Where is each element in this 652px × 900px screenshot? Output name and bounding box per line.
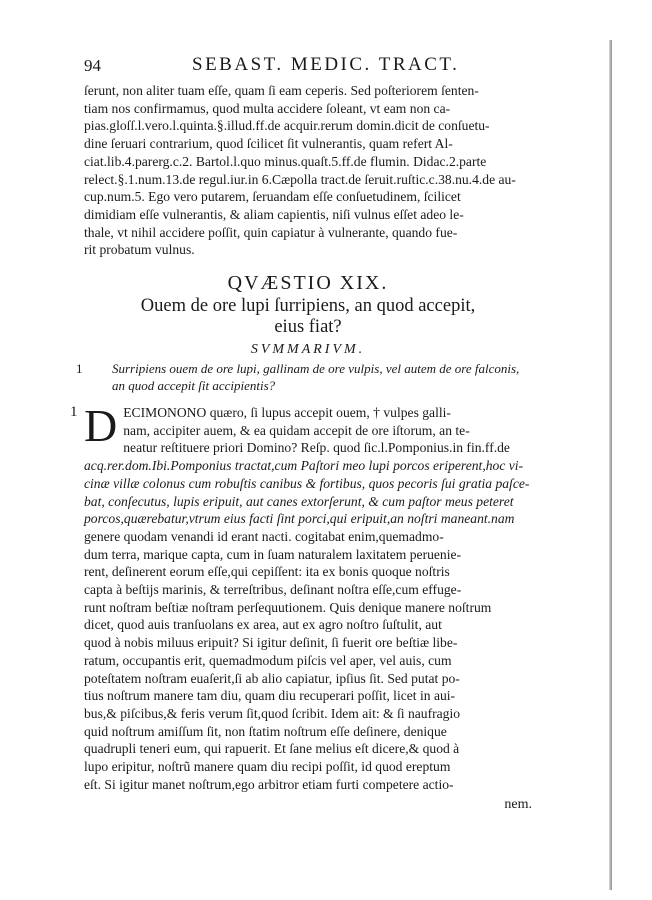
drop-cap: D [84, 400, 118, 452]
text-line: acq.rer.dom.Ibi.Pomponius tractat,cum Paſtori meo lupi porcos eriperent,hoc vi- [84, 458, 524, 474]
running-title: SEBAST. MEDIC. TRACT. [192, 54, 460, 75]
text-line: tiam nos confirmamus, quod multa accidere ſoleant, vt eam non ca- [84, 100, 451, 116]
text-line: rit probatum vulnus. [84, 242, 195, 258]
main-paragraph [70, 400, 532, 813]
text-line: dimidiam eſſe vulnerantis, & aliam capientis, niſi vulnus eſſet adeo le- [84, 206, 464, 222]
text-line: tius noſtrum manere tam diu, quam diu recuperari poſſit, licet in aui- [84, 688, 456, 704]
text-line: neatur reſtituere priori Domino? Reſp. quod ſic.l.Pomponius.in fin.ff.de [123, 440, 510, 456]
text-line: bus,& piſcibus,& feris verum ſit,quod ſcribit. Idem ait: & ſi naufragio [84, 705, 461, 721]
text-line: cup.num.5. Ego vero putarem, ſeruandam eſſe conſuetudinem, ſcilicet [84, 189, 461, 205]
text-line: ciat.lib.4.parerg.c.2. Bartol.l.quo minus.quaſt.5.ff.de flumin. Didac.2.parte [84, 153, 487, 169]
text-line: nam, accipiter auem, & ea quidam accepit de ore iſtorum, an te- [123, 422, 470, 438]
catchword: nem. [504, 796, 532, 812]
text-line: pias.gloſſ.l.vero.l.quinta.§.illud.ff.de acquir.rerum domin.dicit de conſuetu- [84, 118, 490, 134]
text-line: poteſtatem noſtram euaſerit,ſi ab alio capiatur, ipſius ſit. Sed putat po- [84, 670, 460, 686]
text-line: genere quodam venandi id erant nacti. cogitabat enim,quemadmo- [84, 528, 444, 544]
summarium-entry-number: 1 [76, 361, 83, 377]
text-line: thale, vt nihil accidere poſſit, quin capiatur à vulnerante, quando fue- [84, 224, 458, 240]
text-line: quod à nobis miluus eripuit? Si igitur deſinit, ſi fuerit ore beſtiæ libe- [84, 635, 458, 651]
question-title-continued: eius fiat? [274, 317, 342, 338]
text-line: lupo eripitur, noſtrũ manere quam diu recipi poſſit, id quod ereptum [84, 759, 451, 775]
text-line: capta à beſtijs marinis, & terreſtribus, deſinant noſtra eſſe,cum effuge- [84, 582, 462, 598]
page-edge [609, 40, 612, 890]
summarium-heading: SVMMARIVM. [250, 342, 366, 358]
book-page [70, 52, 532, 814]
summarium-entry-line: an quod accepit ſit accipientis? [112, 378, 276, 394]
text-line: eſt. Si igitur manet noſtrum,ego arbitror etiam furti competere actio- [84, 776, 454, 792]
text-line: runt noſtram beſtiæ noſtram perſequutionem. Quis denique manere noſtrum [84, 599, 492, 615]
text-line: porcos,quærebatur,vtrum eius facti ſint porci,qui eripuit,an noſtri maneant.nam [84, 511, 515, 527]
text-line: quadrupli teneri eum, qui rapuerit. Et ſane melius eſt dicere,& quod à [84, 741, 460, 757]
text-line: dicet, quod auis tranſuolans ex area, aut ex agro noſtro ſuſtulit, aut [84, 617, 442, 633]
question-title: Ouem de ore lupi ſurripiens, an quod accepit, [140, 296, 476, 317]
text-line: bat, conſecutus, lupis eripuit, aut canes extorſerunt, & cum paſtor meus peteret [84, 493, 514, 509]
running-header [84, 52, 532, 82]
text-line: ſerunt, non aliter tuam eſſe, quam ſi eam ceperis. Sed poſteriorem ſenten- [84, 83, 479, 98]
text-line: cinæ villæ colonus cum robuſtis canibus & fortibus, quos pecoris ſui gratia paſce- [84, 475, 530, 491]
question-heading: QVÆSTIO XIX. [227, 272, 389, 295]
text-line: relect.§.1.num.13.de regul.iur.in 6.Cæpolla tract.de ſeruit.ruſtic.c.38.nu.4.de au- [84, 171, 516, 187]
text-line: rent, deſinerent eorum eſſe,qui cepiſſent: ita ex bonis quoque noſtris [84, 564, 450, 580]
margin-number: 1 [70, 404, 78, 421]
text-line: ratum, occupantis erit, quemadmodum piſcis vel aper, vel auis, cum [84, 652, 452, 668]
page-number: 94 [84, 56, 101, 75]
opening-paragraph [84, 82, 532, 259]
text-line: dine ſeruari contrarium, quod ſcilicet ſit vulnerantis, quam refert Al- [84, 136, 453, 152]
text-line: quid noſtrum amiſſum ſit, non ſtatim noſtrum eſſe deſinere, denique [84, 723, 447, 739]
summarium-entry [76, 360, 532, 394]
text-line: ECIMONONO quæro, ſi lupus accepit ouem, † vulpes galli- [123, 405, 451, 421]
text-line: dum terra, marique capta, cum in ſuam naturalem laxitatem peruenie- [84, 546, 462, 562]
summarium-entry-line: Surripiens ouem de ore lupi, gallinam de ore vulpis, vel autem de ore falconis, [112, 361, 520, 377]
